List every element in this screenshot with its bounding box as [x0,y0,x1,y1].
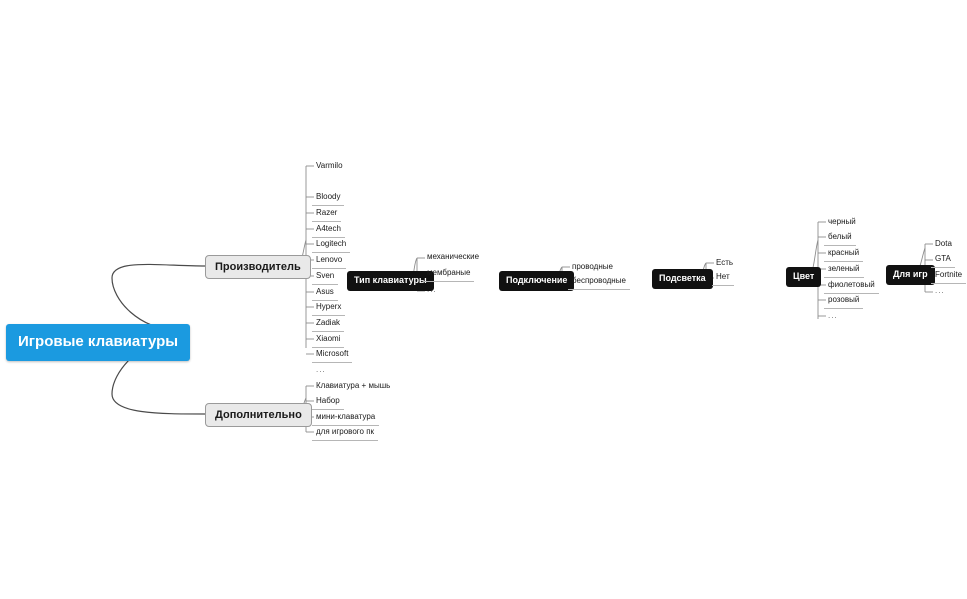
leaf-wireless[interactable]: беспроводные [568,275,630,290]
leaf-color-red[interactable]: красный [824,247,863,262]
leaf-color-green[interactable]: зеленый [824,263,864,278]
leaf-color-pink[interactable]: розовый [824,294,863,309]
leaf-game-fortnite[interactable]: Fortnite [931,269,966,284]
leaf-color-violet[interactable]: фиолетовый [824,279,879,294]
leaf-color-white[interactable]: белый [824,231,856,246]
branch-color[interactable]: Цвет [786,267,821,287]
branch-for-games[interactable]: Для игр [886,265,935,285]
root-node[interactable]: Игровые клавиатуры [6,324,190,361]
leaf-logitech[interactable]: Logitech [312,238,350,253]
leaf-hyperx[interactable]: Hyperx [312,301,345,316]
leaf-color-black[interactable]: черный [828,217,856,226]
leaf-wired[interactable]: проводные [572,262,613,271]
leaf-game-more[interactable]: ... [935,286,945,295]
leaf-color-more[interactable]: ... [828,311,838,320]
leaf-for-gaming-pc[interactable]: для игрового пк [312,426,378,441]
branch-connection[interactable]: Подключение [499,271,574,291]
branch-keyboard-type[interactable]: Тип клавиатуры [347,271,434,291]
leaf-backlight-yes[interactable]: Есть [716,258,734,267]
leaf-set[interactable]: Набор [312,395,344,410]
leaf-keyboard-plus-mouse[interactable]: Клавиатура + мышь [316,381,391,390]
leaf-xiaomi[interactable]: Xiaomi [312,333,344,348]
leaf-backlight-no[interactable]: Нет [712,271,734,286]
branch-additional[interactable]: Дополнительно [205,403,312,427]
leaf-manufacturer-more[interactable]: ... [316,365,326,374]
leaf-varmilo[interactable]: Varmilo [316,161,343,170]
leaf-sven[interactable]: Sven [312,270,338,285]
leaf-bloody[interactable]: Bloody [312,191,344,206]
leaf-membrane[interactable]: мембраные [423,267,474,282]
leaf-razer[interactable]: Razer [312,207,341,222]
leaf-mechanical[interactable]: механические [427,252,480,261]
branch-manufacturer[interactable]: Производитель [205,255,311,279]
leaf-mini-keyboard[interactable]: мини-клаватура [312,411,379,426]
branch-backlight[interactable]: Подсветка [652,269,713,289]
leaf-asus[interactable]: Asus [312,286,338,301]
leaf-microsoft[interactable]: Microsoft [312,348,352,363]
leaf-zadiak[interactable]: Zadiak [312,317,344,332]
leaf-game-dota[interactable]: Dota [935,239,952,248]
leaf-a4tech[interactable]: A4tech [312,223,345,238]
leaf-game-gta[interactable]: GTA [931,253,955,268]
leaf-lenovo[interactable]: Lenovo [312,254,346,269]
leaf-keyboard-type-more[interactable]: ... [427,285,437,294]
